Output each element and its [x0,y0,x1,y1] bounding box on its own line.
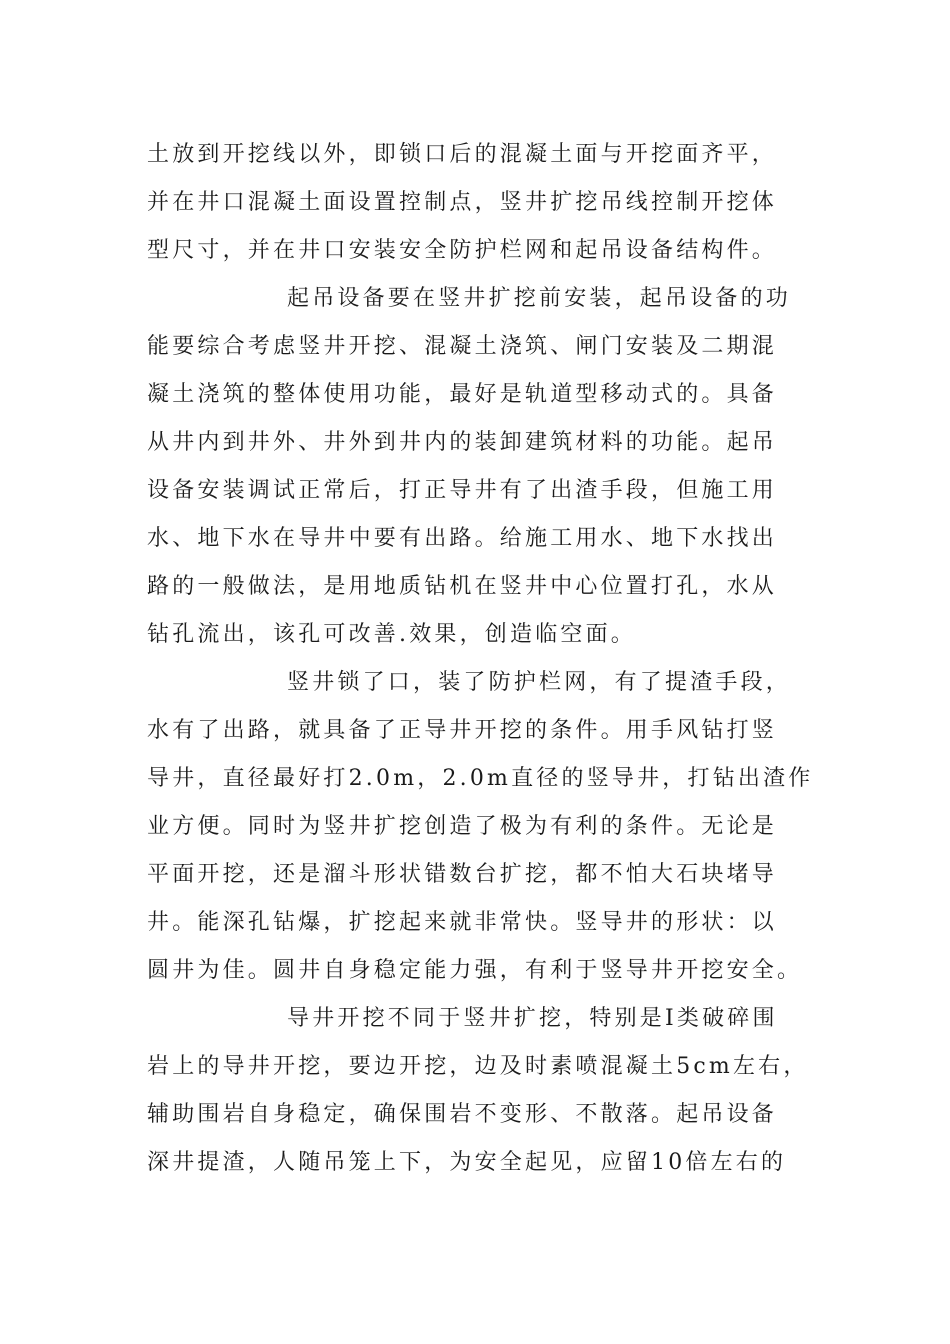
text-line: 业方便。同时为竖井扩挖创造了极为有利的条件。无论是 [147,814,778,839]
text-line: 路的一般做法，是用地质钻机在竖井中心位置打孔，水从 [147,574,778,599]
paragraph-first-line: 起吊设备要在竖井扩挖前安装，起吊设备的功 [287,286,792,311]
text-line: 辅助围岩自身稳定，确保围岩不变形、不散落。起吊设备 [147,1102,778,1127]
text-line: 设备安装调试正常后，打正导井有了出渣手段，但施工用 [147,478,778,503]
text-line: 圆井为佳。圆井自身稳定能力强，有利于竖导井开挖安全。 [147,958,803,983]
paragraph-first-line: 导井开挖不同于竖井扩挖，特别是Ⅰ类破碎围 [287,1006,778,1031]
text-line: 岩上的导井开挖，要边开挖，边及时素喷混凝土5cm左右， [147,1054,809,1079]
text-line: 能要综合考虑竖井开挖、混凝土浇筑、闸门安装及二期混 [147,334,778,359]
text-line: 凝土浇筑的整体使用功能，最好是轨道型移动式的。具备 [147,382,778,407]
text-line: 型尺寸，并在井口安装安全防护栏网和起吊设备结构件。 [147,238,778,263]
paragraph-first-line: 竖井锁了口，装了防护栏网，有了提渣手段， [287,670,792,695]
text-line: 从井内到井外、井外到井内的装卸建筑材料的功能。起吊 [147,430,778,455]
text-line: 井。能深孔钻爆，扩挖起来就非常快。竖导井的形状：以 [147,910,778,935]
text-line: 水有了出路，就具备了正导井开挖的条件。用手风钻打竖 [147,718,778,743]
text-line: 导井，直径最好打2.0m，2.0m直径的竖导井，打钻出渣作 [147,766,814,791]
text-line: 钻孔流出，该孔可改善.效果，创造临空面。 [147,622,636,647]
text-line: 土放到开挖线以外，即锁口后的混凝土面与开挖面齐平， [147,142,778,167]
text-line: 并在井口混凝土面设置控制点，竖井扩挖吊线控制开挖体 [147,190,778,215]
text-line: 深井提渣，人随吊笼上下，为安全起见，应留10倍左右的 [147,1150,787,1175]
body-text [147,131,814,1187]
text-line: 水、地下水在导井中要有出路。给施工用水、地下水找出 [147,526,778,551]
text-line: 平面开挖，还是溜斗形状错数台扩挖，都不怕大石块堵导 [147,862,778,887]
